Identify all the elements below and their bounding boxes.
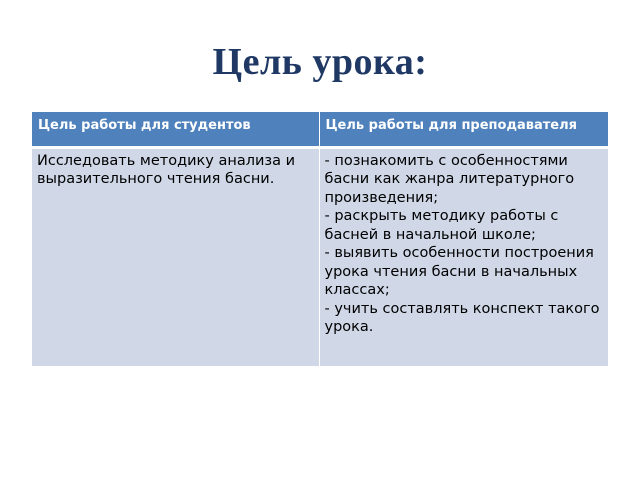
teacher-goal-item: - познакомить с особенностями басни как жанра литературного произведения; — [324, 152, 575, 206]
goals-table — [32, 112, 608, 366]
header-teacher-goal: Цель работы для преподавателя — [319, 112, 608, 147]
cell-student-goal: Исследовать методику анализа и выразительного чтения басни. — [32, 147, 319, 366]
teacher-goal-item: - раскрыть методику работы с басней в начальной школе; — [324, 208, 559, 243]
cell-teacher-goals — [319, 147, 608, 366]
teacher-goal-item: - учить составлять конспект такого урока. — [324, 300, 600, 335]
teacher-goal-item: - выявить особенности построения урока чтения басни в начальных классах; — [324, 245, 594, 298]
slide-title: Цель урока: — [212, 41, 428, 83]
table-row — [32, 147, 608, 366]
header-student-goal: Цель работы для студентов — [32, 112, 319, 147]
table-header-row — [32, 112, 608, 147]
